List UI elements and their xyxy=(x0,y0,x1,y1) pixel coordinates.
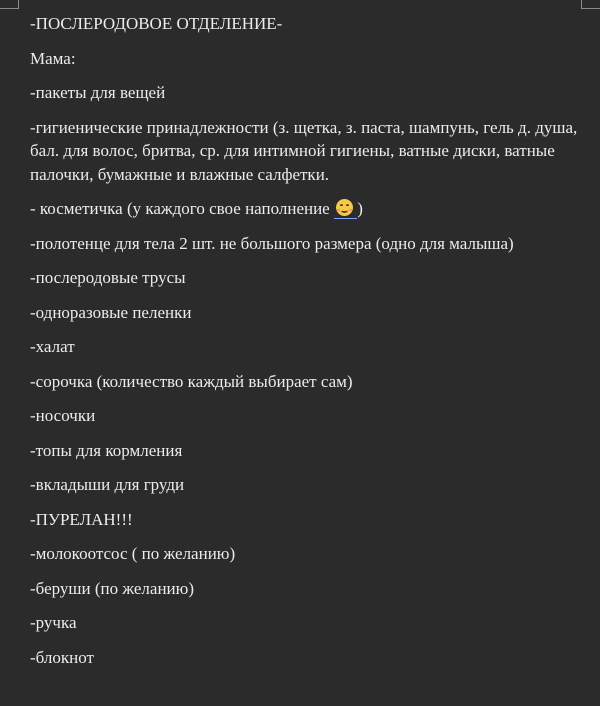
heading: -ПОСЛЕРОДОВОЕ ОТДЕЛЕНИЕ- xyxy=(30,14,283,33)
list-item: -блокнот xyxy=(30,647,94,667)
list-item: -полотенце для тела 2 шт. не большого размера (одно для малыша) xyxy=(30,233,514,253)
list-item: -ПУРЕЛАН!!! xyxy=(30,509,133,529)
list-item: -вкладыши для груди xyxy=(30,475,185,494)
list-item: -халат xyxy=(30,337,75,356)
list-item: -носочки xyxy=(30,406,96,425)
list-item: -сорочка (количество каждый выбирает сам) xyxy=(30,371,353,391)
emoji-wrapper xyxy=(334,199,357,219)
list-item: -послеродовые трусы xyxy=(30,268,186,287)
list-item: -ручка xyxy=(30,613,77,632)
list-item: -одноразовые пеленки xyxy=(30,302,192,322)
list-item: -топы для кормления xyxy=(30,440,183,460)
list-item-suffix: ) xyxy=(357,199,363,218)
smiling-face-icon xyxy=(336,199,353,216)
page-corner-marker-left xyxy=(0,0,19,9)
document-body xyxy=(30,12,590,669)
subheading: Мама: xyxy=(30,48,76,68)
list-item: -беруши (по желанию) xyxy=(30,578,195,598)
page-corner-marker-right xyxy=(581,0,600,9)
list-item: -пакеты для вещей xyxy=(30,83,166,102)
list-item: -молокоотсос ( по желанию) xyxy=(30,544,236,563)
list-item: -гигиенические принадлежности (з. щетка, з. паста, шампунь, гель д. душа, бал. для волос, бритва, ср. для интимной гигиены, ватные диски, ватные палочки, бумажные и влажные салфетки. xyxy=(30,117,578,184)
list-item-cosmetics xyxy=(30,197,590,221)
list-item-text: - косметичка (у каждого свое наполнение xyxy=(30,199,330,218)
